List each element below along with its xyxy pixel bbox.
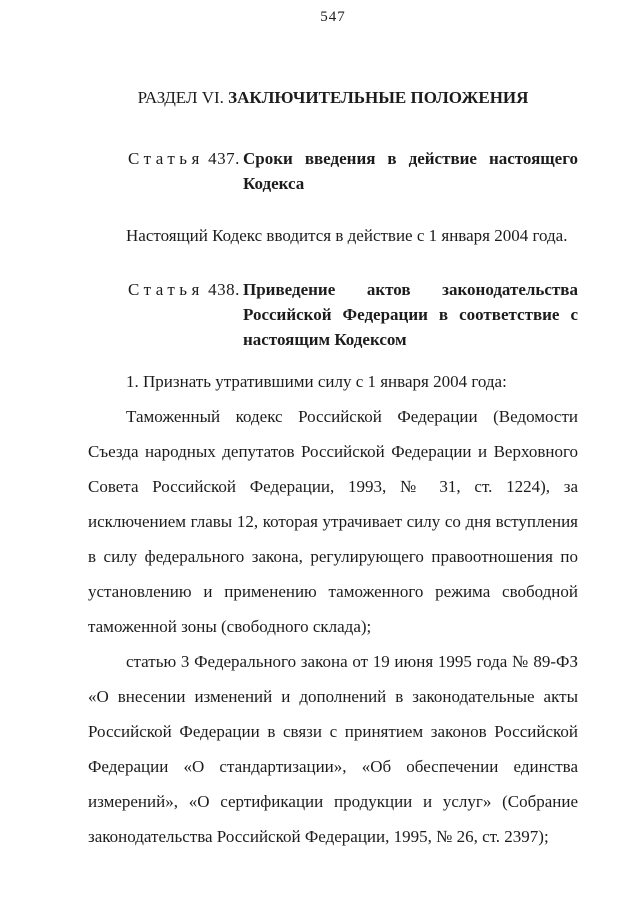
paragraph-federal-law-89fz-repeal: статью 3 Федерального закона от 19 июня 1995 года № 89-ФЗ «О внесении изменений и дополнений в законодательные акты Российской Федерации в связи с принятием законов Российской Федерации «О стандартизации», «Об обеспечении единства измерений», «О сертификации продукции и услуг» (Собрание законодательства Российской Федерации, 1995, № 26, ст. 2397); [88,652,578,846]
page-number: 547 [320,9,346,25]
article-437-label [128,146,243,196]
article-438-label [128,277,243,352]
article-437-heading [88,146,578,196]
article-438-heading [88,277,578,352]
paragraph-effective-date: Настоящий Кодекс вводится в действие с 1 января 2004 года. [126,226,568,245]
article-438-word: Статья [128,280,204,299]
article-437-word: Статья [128,149,204,168]
article-438-title: Приведение актов законодательства Российской Федерации в соответствие с настоящим Кодексом [243,280,578,349]
paragraph-customs-code-repeal: Таможенный кодекс Российской Федерации (Ведомости Съезда народных депутатов Российской Федерации и Верховного Совета Российской Федерации, 1993, № 31, ст. 1224), за исключением главы 12, которая утрачивает силу со дня вступления в силу федерального закона, регулирующего правоотношения по установлению и применению таможенного режима свободной таможенной зоны (свободного склада); [88,407,578,636]
article-438-body [88,364,578,854]
section-heading-number: РАЗДЕЛ VI. [137,88,229,107]
article-438-number: 438. [208,280,240,299]
article-437-title: Сроки введения в действие настоящего Кодекса [243,149,578,193]
section-heading [88,86,578,110]
article-437-number: 437. [208,149,240,168]
section-heading-title: ЗАКЛЮЧИТЕЛЬНЫЕ ПОЛОЖЕНИЯ [228,88,529,107]
paragraph-repeal-intro: 1. Признать утратившими силу с 1 января 2004 года: [126,372,507,391]
